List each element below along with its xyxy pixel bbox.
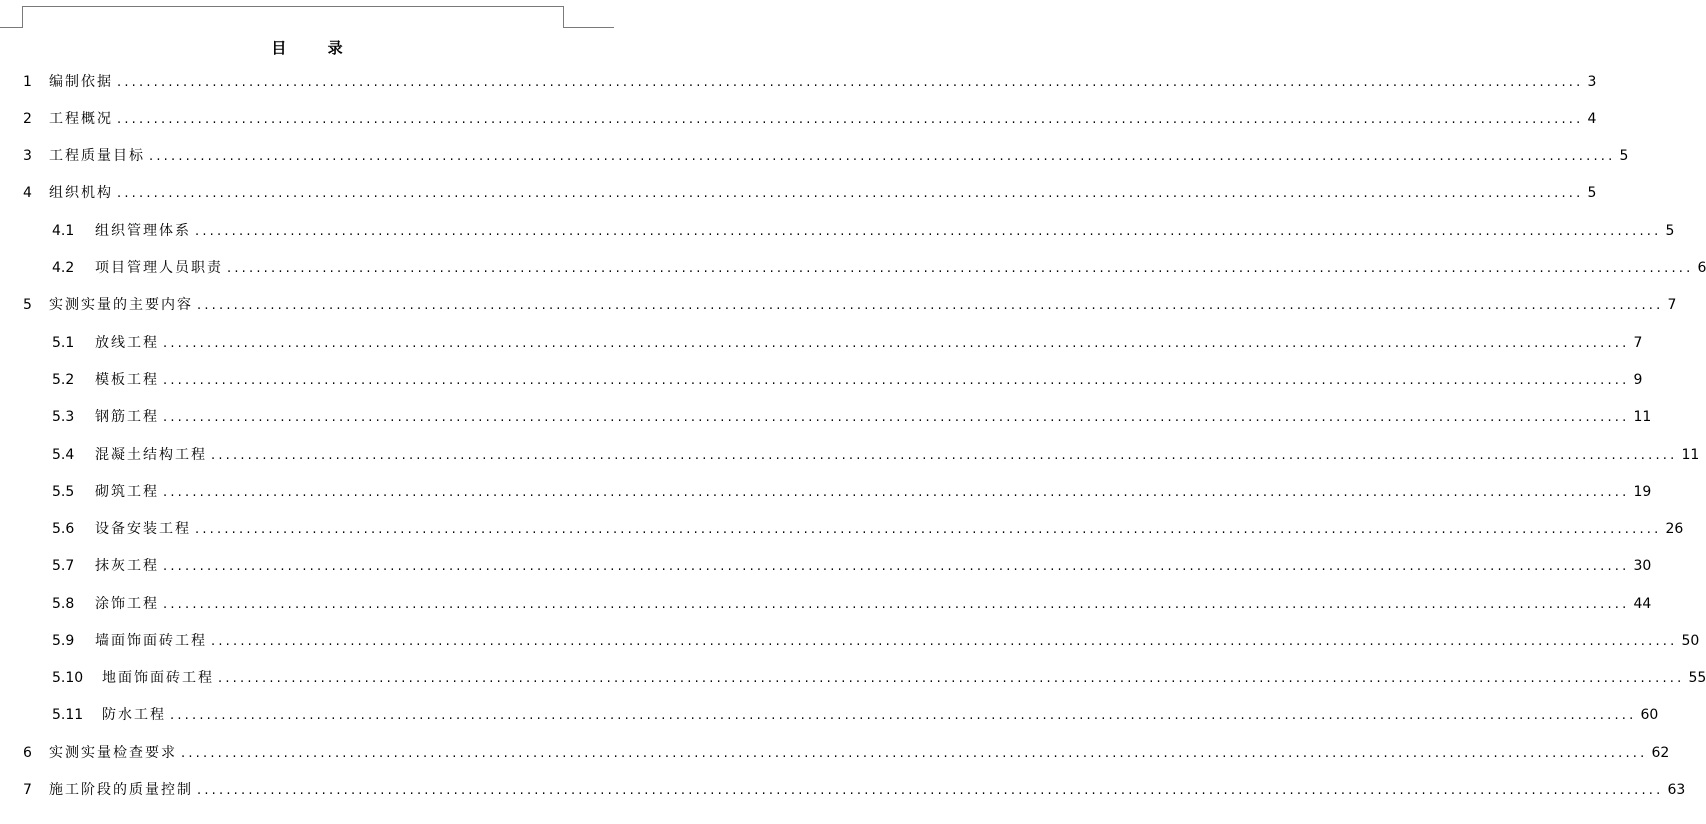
toc-entry-number: 3 <box>23 148 32 164</box>
toc-entry-page-number: 7 <box>1667 297 1677 313</box>
crop-mark-top-left-horizontal <box>0 27 22 28</box>
toc-dot-leader: ........................................................................................................................................................................................................ <box>170 708 1637 723</box>
toc-entry-page-number: 9 <box>1633 372 1643 388</box>
toc-entry[interactable] <box>52 516 1684 538</box>
toc-entry-title: 设备安装工程 <box>95 521 191 537</box>
toc-dot-leader: ........................................................................................................................................................................................................ <box>117 75 1584 90</box>
toc-dot-leader: ........................................................................................................................................................................................................ <box>163 485 1630 500</box>
crop-mark-top-left-vertical <box>22 6 23 28</box>
toc-entry-title: 墙面饰面砖工程 <box>95 633 207 649</box>
toc-entry-title: 地面饰面砖工程 <box>102 670 214 686</box>
crop-mark-top-right-vertical <box>563 6 564 28</box>
toc-dot-leader: ........................................................................................................................................................................................................ <box>195 522 1662 537</box>
toc-entry-page-number: 19 <box>1633 484 1652 500</box>
toc-entry-page-number: 50 <box>1681 633 1700 649</box>
toc-dot-leader: ........................................................................................................................................................................................................ <box>117 186 1584 201</box>
toc-entry-page-number: 7 <box>1633 335 1643 351</box>
toc-dot-leader: ........................................................................................................................................................................................................ <box>195 224 1662 239</box>
toc-entry[interactable] <box>52 442 1700 464</box>
toc-entry-number: 6 <box>23 745 32 761</box>
toc-entry-number: 5.2 <box>52 372 75 388</box>
toc-entry-number: 1 <box>23 74 32 90</box>
toc-entry-title: 混凝土结构工程 <box>95 447 207 463</box>
toc-entry-number: 5.10 <box>52 670 84 686</box>
toc-entry-page-number: 3 <box>1587 74 1597 90</box>
toc-entry-page-number: 60 <box>1640 707 1659 723</box>
toc-entry[interactable] <box>23 777 1686 799</box>
toc-entry-title: 编制依据 <box>49 74 113 90</box>
toc-dot-leader: ........................................................................................................................................................................................................ <box>197 298 1664 313</box>
toc-entry-number: 5.7 <box>52 558 75 574</box>
toc-entry-number: 5.9 <box>52 633 75 649</box>
toc-dot-leader: ........................................................................................................................................................................................................ <box>163 336 1630 351</box>
toc-entry-number: 5 <box>23 297 32 313</box>
toc-entry-page-number: 4 <box>1587 111 1597 127</box>
toc-entry-page-number: 11 <box>1681 447 1700 463</box>
toc-entry-title: 涂饰工程 <box>95 596 159 612</box>
toc-entry-title: 放线工程 <box>95 335 159 351</box>
toc-entry[interactable] <box>52 665 1706 687</box>
toc-dot-leader: ........................................................................................................................................................................................................ <box>211 448 1678 463</box>
toc-entry-page-number: 5 <box>1619 148 1629 164</box>
toc-entry-number: 5.5 <box>52 484 75 500</box>
toc-entry[interactable] <box>23 143 1629 165</box>
toc-entry-title: 抹灰工程 <box>95 558 159 574</box>
toc-entry[interactable] <box>23 69 1597 91</box>
toc-entry-title: 砌筑工程 <box>95 484 159 500</box>
toc-entry-page-number: 62 <box>1651 745 1670 761</box>
toc-dot-leader: ........................................................................................................................................................................................................ <box>163 559 1630 574</box>
toc-heading: 目 录 <box>271 39 361 57</box>
crop-mark-top-right-horizontal <box>563 27 614 28</box>
toc-entry[interactable] <box>52 218 1675 240</box>
toc-dot-leader: ........................................................................................................................................................................................................ <box>163 597 1630 612</box>
toc-entry-page-number: 5 <box>1665 223 1675 239</box>
toc-entry-title: 模板工程 <box>95 372 159 388</box>
toc-entry-number: 7 <box>23 782 32 798</box>
toc-dot-leader: ........................................................................................................................................................................................................ <box>163 410 1630 425</box>
page-top-border <box>22 6 563 7</box>
toc-entry-page-number: 44 <box>1633 596 1652 612</box>
toc-entry-title: 项目管理人员职责 <box>95 260 223 276</box>
toc-entry-number: 2 <box>23 111 32 127</box>
toc-entry[interactable] <box>23 740 1670 762</box>
toc-entry[interactable] <box>52 330 1643 352</box>
toc-entry[interactable] <box>23 180 1597 202</box>
toc-entry-page-number: 55 <box>1688 670 1706 686</box>
toc-entry-page-number: 26 <box>1665 521 1684 537</box>
toc-entry[interactable] <box>52 591 1652 613</box>
toc-entry-number: 4 <box>23 185 32 201</box>
toc-entry[interactable] <box>52 367 1643 389</box>
toc-dot-leader: ........................................................................................................................................................................................................ <box>181 746 1648 761</box>
toc-entry[interactable] <box>52 628 1700 650</box>
toc-entry-number: 5.3 <box>52 409 75 425</box>
toc-entry-number: 5.8 <box>52 596 75 612</box>
toc-entry[interactable] <box>52 702 1659 724</box>
toc-dot-leader: ........................................................................................................................................................................................................ <box>163 373 1630 388</box>
toc-entry-title: 防水工程 <box>102 707 166 723</box>
toc-dot-leader: ........................................................................................................................................................................................................ <box>149 149 1616 164</box>
toc-entry-page-number: 11 <box>1633 409 1652 425</box>
toc-entry-number: 4.1 <box>52 223 75 239</box>
toc-entry[interactable] <box>23 106 1597 128</box>
toc-entry-title: 工程质量目标 <box>49 148 145 164</box>
toc-entry-number: 5.6 <box>52 521 75 537</box>
toc-entry-title: 工程概况 <box>49 111 113 127</box>
toc-entry-title: 实测实量检查要求 <box>49 745 177 761</box>
toc-dot-leader: ........................................................................................................................................................................................................ <box>227 261 1694 276</box>
toc-entry-page-number: 63 <box>1667 782 1686 798</box>
toc-dot-leader: ........................................................................................................................................................................................................ <box>211 634 1678 649</box>
toc-entry-title: 组织管理体系 <box>95 223 191 239</box>
toc-entry-number: 5.1 <box>52 335 75 351</box>
toc-entry-title: 实测实量的主要内容 <box>49 297 193 313</box>
toc-entry[interactable] <box>23 292 1677 314</box>
toc-entry-page-number: 6 <box>1697 260 1706 276</box>
toc-entry[interactable] <box>52 255 1706 277</box>
toc-dot-leader: ........................................................................................................................................................................................................ <box>117 112 1584 127</box>
toc-entry-number: 4.2 <box>52 260 75 276</box>
toc-dot-leader: ........................................................................................................................................................................................................ <box>218 671 1685 686</box>
toc-entry-page-number: 5 <box>1587 185 1597 201</box>
toc-entry-title: 组织机构 <box>49 185 113 201</box>
toc-entry-number: 5.11 <box>52 707 84 723</box>
toc-entry-number: 5.4 <box>52 447 75 463</box>
toc-entry[interactable] <box>52 479 1652 501</box>
toc-entry-title: 钢筋工程 <box>95 409 159 425</box>
toc-entry[interactable] <box>52 404 1652 426</box>
toc-dot-leader: ........................................................................................................................................................................................................ <box>197 783 1664 798</box>
toc-entry-title: 施工阶段的质量控制 <box>49 782 193 798</box>
toc-entry[interactable] <box>52 553 1652 575</box>
toc-entry-page-number: 30 <box>1633 558 1652 574</box>
